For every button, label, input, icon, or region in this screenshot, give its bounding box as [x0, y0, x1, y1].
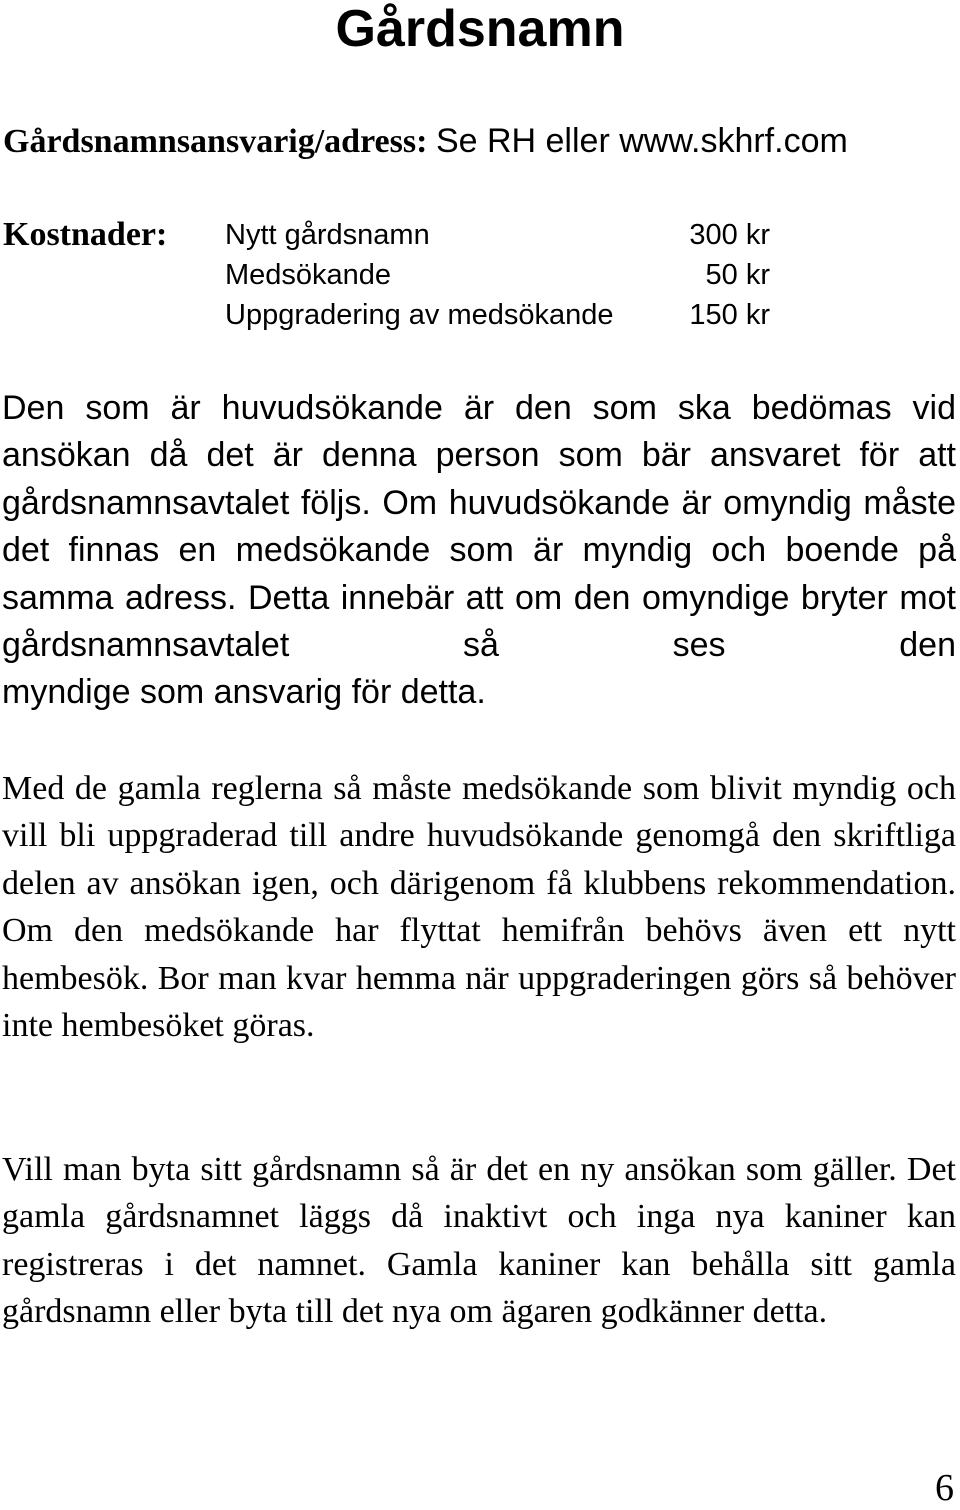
cost-row: [225, 295, 770, 335]
paragraph-change-name: Vill man byta sitt gårdsnamn så är det en ny ansökan som gäller. Det gamla gårdsnamnet läggs då inaktivt och inga nya kaniner kan registreras i det namnet. Gamla kaniner kan behålla sitt gamla gårdsnamn eller byta till det nya om ägaren godkänner detta.: [2, 1151, 956, 1331]
cost-row: [225, 255, 770, 295]
cost-item-name: Uppgradering av medsökande: [225, 299, 614, 331]
paragraph-responsibility: [2, 385, 956, 717]
paragraph-text: myndige som ansvarig för detta.: [2, 673, 486, 712]
paragraph-old-rules: Med de gamla reglerna så måste medsökande som blivit myndig och vill bli uppgraderad till andre huvudsökande genomgå den skriftliga delen av ansökan igen, och därigenom få klubbens rekommendation. Om den medsökande har flyttat hemifrån behövs även ett nytt hembesök. Bor man kvar hemma när uppgraderingen görs så behöver inte hembesöket göras.: [2, 770, 956, 1045]
paragraph-text: Den som är huvudsökande är den som ska bedömas vid ansökan då det är denna person som bär ansvaret för att gårdsnamnsavtalet följs. Om huvudsökande är omyndig måste det finnas en medsökande som är myndig och boende på samma adress. Detta innebär att om den omyndige bryter mot gårdsnamnsavtalet så ses den: [2, 389, 956, 665]
cost-row: [225, 215, 770, 255]
contact-label: Gårdsnamnsansvarig/adress:: [3, 123, 428, 160]
cost-item-name: Medsökande: [225, 259, 392, 291]
contact-line: [3, 118, 943, 165]
page-title: Gårdsnamn: [335, 0, 625, 58]
cost-item-name: Nytt gårdsnamn: [225, 219, 430, 251]
cost-item-price: 50 kr: [705, 259, 770, 291]
cost-item-price: 150 kr: [689, 299, 770, 331]
costs-label: Kostnader:: [3, 216, 168, 253]
page-number: 6: [935, 1467, 954, 1509]
cost-item-price: 300 kr: [689, 219, 770, 251]
contact-value: Se RH eller www.skhrf.com: [435, 122, 848, 160]
